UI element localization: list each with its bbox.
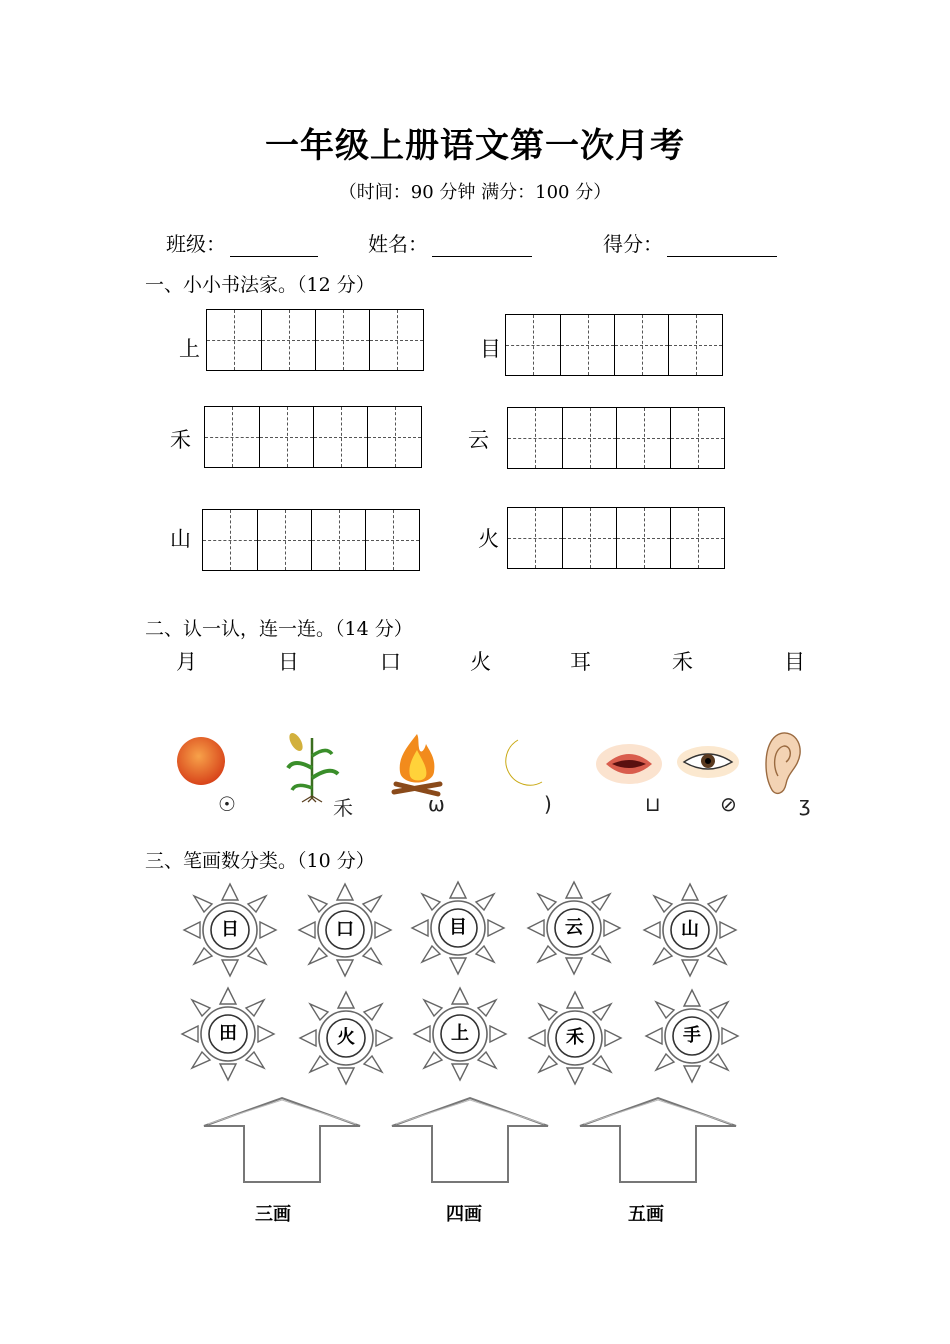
writing-grid[interactable] xyxy=(206,309,424,371)
practice-char: 禾 xyxy=(170,428,191,452)
class-blank[interactable] xyxy=(230,236,318,257)
sun-char: 火 xyxy=(337,1027,355,1048)
sun-char: 山 xyxy=(681,919,699,940)
section2-heading: 二、认一认，连一连。（14 分） xyxy=(145,618,413,640)
stroke-category-label: 五画 xyxy=(628,1204,664,1225)
match-char[interactable]: 耳 xyxy=(570,650,591,674)
sun-item[interactable] xyxy=(180,880,280,980)
sun-item[interactable] xyxy=(296,988,396,1088)
sun-char: 手 xyxy=(683,1025,701,1046)
page-title: 一年级上册语文第一次月考 xyxy=(265,126,685,166)
section1-heading: 一、小小书法家。（12 分） xyxy=(145,274,375,296)
sun-item[interactable] xyxy=(525,988,625,1088)
score-field xyxy=(603,228,777,257)
match-char[interactable]: 月 xyxy=(176,650,197,674)
writing-grid[interactable] xyxy=(507,407,725,469)
name-blank[interactable] xyxy=(432,236,532,257)
moon-picture[interactable] xyxy=(500,736,546,792)
match-char[interactable]: 火 xyxy=(470,650,491,674)
arrow-icon[interactable] xyxy=(202,1094,362,1184)
sun-picture[interactable] xyxy=(172,732,230,790)
name-field xyxy=(368,228,532,257)
ancient-ear-glyph: ʒ xyxy=(799,792,811,816)
score-label: 得分： xyxy=(603,232,663,256)
sun-item[interactable] xyxy=(642,986,742,1086)
class-field xyxy=(166,228,318,257)
practice-char: 云 xyxy=(468,428,489,452)
writing-grid[interactable] xyxy=(507,507,725,569)
sun-item[interactable] xyxy=(178,984,278,1084)
name-label: 姓名： xyxy=(368,232,428,256)
writing-grid[interactable] xyxy=(204,406,422,468)
mouth-picture[interactable] xyxy=(594,742,664,786)
sun-char: 禾 xyxy=(566,1027,584,1048)
arrow-icon[interactable] xyxy=(390,1094,550,1184)
match-char[interactable]: 日 xyxy=(278,650,299,674)
sun-char: 上 xyxy=(451,1023,469,1044)
sun-char: 日 xyxy=(221,919,239,940)
ear-picture[interactable] xyxy=(758,728,806,798)
writing-grid[interactable] xyxy=(505,314,723,376)
class-label: 班级： xyxy=(166,232,226,256)
match-char[interactable]: 目 xyxy=(784,650,805,674)
practice-char: 山 xyxy=(170,527,191,551)
practice-char: 上 xyxy=(179,337,200,361)
fire-picture[interactable] xyxy=(386,730,448,800)
ancient-eye-glyph: ⊘ xyxy=(720,792,737,816)
writing-grid[interactable] xyxy=(202,509,420,571)
ancient-mouth-glyph: ⊔ xyxy=(645,792,661,816)
sun-char: 口 xyxy=(336,919,354,940)
eye-picture[interactable] xyxy=(676,744,740,780)
sun-char: 田 xyxy=(219,1023,237,1044)
match-char[interactable]: 禾 xyxy=(672,650,693,674)
ancient-fire-glyph: ω xyxy=(428,792,445,816)
sun-item[interactable] xyxy=(410,984,510,1084)
stroke-category-label: 三画 xyxy=(255,1204,291,1225)
section3-heading: 三、笔画数分类。（10 分） xyxy=(145,850,375,872)
match-char[interactable]: 口 xyxy=(380,650,401,674)
sun-char: 目 xyxy=(449,917,467,938)
sun-item[interactable] xyxy=(295,880,395,980)
sun-item[interactable] xyxy=(640,880,740,980)
practice-char: 目 xyxy=(480,337,501,361)
practice-char: 火 xyxy=(478,527,499,551)
sun-char: 云 xyxy=(565,917,583,938)
score-blank[interactable] xyxy=(667,236,777,257)
sun-item[interactable] xyxy=(524,878,624,978)
arrow-icon[interactable] xyxy=(578,1094,738,1184)
ancient-moon-glyph: ) xyxy=(544,792,552,816)
ancient-sun-glyph: ☉ xyxy=(218,792,236,816)
sun-item[interactable] xyxy=(408,878,508,978)
stroke-category-label: 四画 xyxy=(446,1204,482,1225)
ancient-grain-glyph: ⽲ xyxy=(333,796,353,820)
exam-info: （时间：90 分钟 满分：100 分） xyxy=(338,182,612,203)
